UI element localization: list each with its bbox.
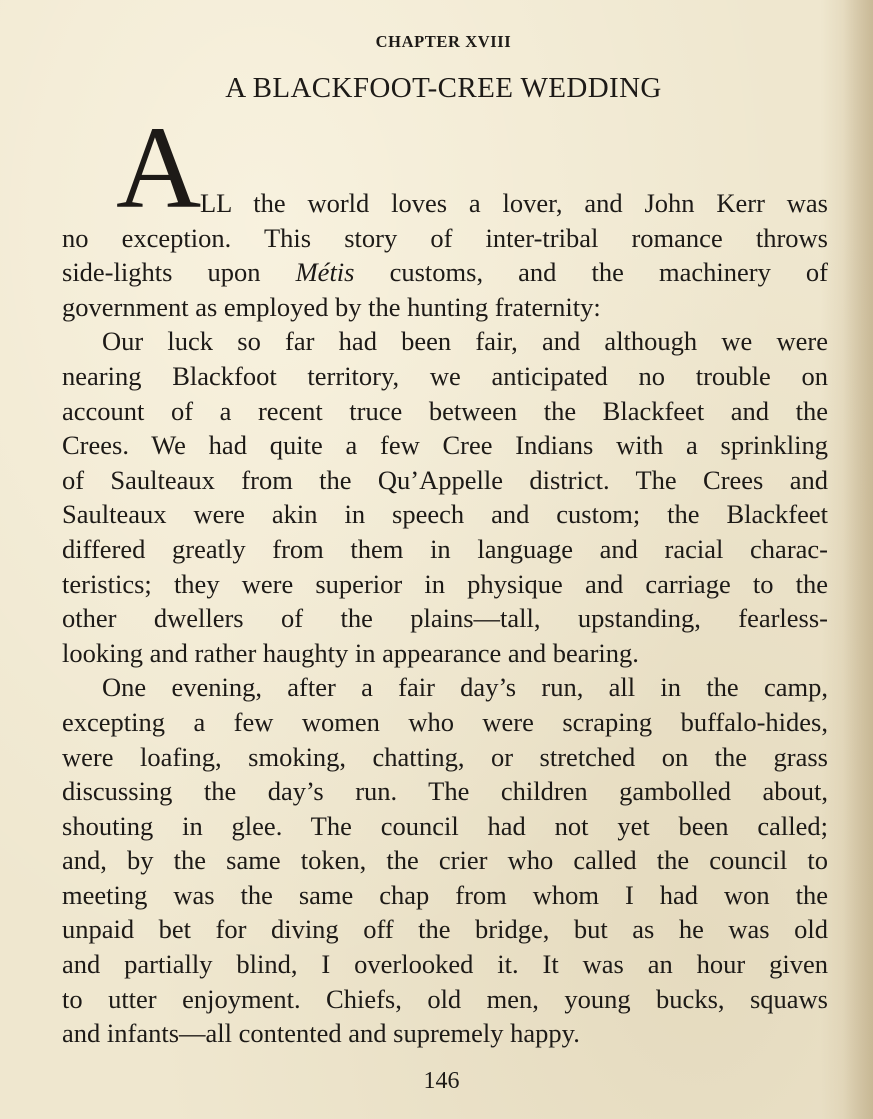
- text-line: LL the world loves a lover, and John Kerr was: [200, 188, 828, 218]
- chapter-label: CHAPTER XVIII: [375, 32, 512, 51]
- text-line: meeting was the same chap from whom I had won the: [62, 879, 828, 910]
- text-line: to utter enjoyment. Chiefs, old men, young bucks, squaws: [62, 983, 828, 1014]
- text-line: other dwellers of the plains—tall, upstanding, fearless-: [62, 603, 828, 634]
- text-line: of Saulteaux from the Qu’Appelle district. The Crees and: [62, 464, 828, 495]
- text-line: differed greatly from them in language and racial charac-: [62, 533, 828, 564]
- text-line: government as employed by the hunting fraternity:: [62, 291, 601, 322]
- text-line: unpaid bet for diving off the bridge, but as he was old: [62, 914, 828, 945]
- text-line: and, by the same token, the crier who called the council to: [62, 845, 828, 876]
- text-line: looking and rather haughty in appearance and bearing.: [62, 637, 639, 668]
- text-line: excepting a few women who were scraping buffalo-hides,: [62, 706, 828, 737]
- text-line: Saulteaux were akin in speech and custom; the Blackfeet: [62, 499, 828, 530]
- text-line: were loafing, smoking, chatting, or stretched on the grass: [62, 741, 828, 772]
- paragraph-start-line: One evening, after a fair day’s run, all in the camp,: [102, 672, 828, 703]
- text-line: Crees. We had quite a few Cree Indians with a sprinkling: [62, 430, 828, 461]
- chapter-title: A BLACKFOOT-CREE WEDDING: [225, 72, 662, 104]
- page-number: 146: [423, 1068, 460, 1094]
- text-line: discussing the day’s run. The children gambolled about,: [62, 776, 828, 807]
- page-edge-shadow: [843, 0, 873, 1119]
- text-line: and partially blind, I overlooked it. It was an hour given: [62, 949, 828, 980]
- paragraph-start-line: Our luck so far had been fair, and although we were: [102, 326, 828, 357]
- body-text: [62, 186, 828, 1051]
- text-line-mixed: [62, 255, 828, 290]
- text-line: shouting in glee. The council had not yet been called;: [62, 810, 828, 841]
- text-line: and infants—all contented and supremely happy.: [62, 1018, 580, 1049]
- text-line: teristics; they were superior in physique and carriage to the: [62, 568, 828, 599]
- text-segment: side-lights upon: [62, 257, 296, 288]
- text-segment: customs, and the machinery of: [354, 257, 828, 288]
- text-line: account of a recent truce between the Blackfeet and the: [62, 395, 828, 426]
- italic-term: Métis: [295, 257, 355, 288]
- text-line: nearing Blackfoot territory, we anticipated no trouble on: [62, 360, 828, 391]
- text-line: no exception. This story of inter-tribal romance throws: [62, 222, 828, 253]
- drop-cap-letter: A: [116, 102, 202, 233]
